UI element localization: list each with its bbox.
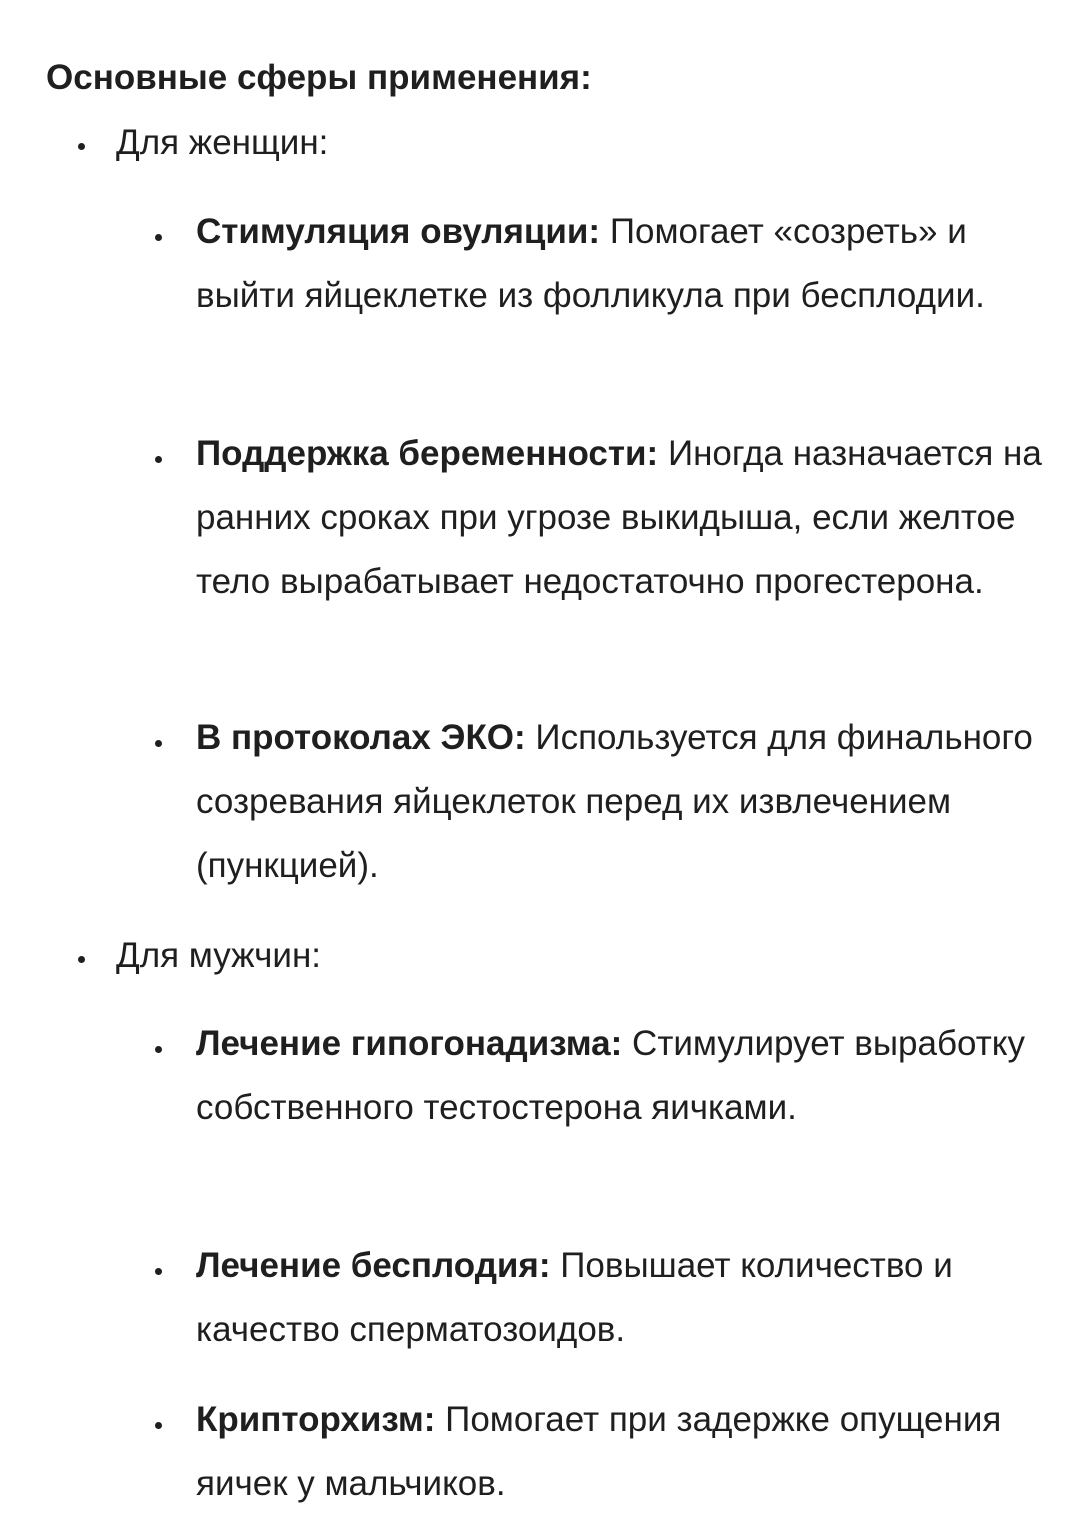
- list-item-text: Используется для финального созревания яйцеклеток перед их извлечением (пункцией).: [196, 718, 1033, 885]
- bullet-icon: [78, 956, 85, 963]
- bullet-icon: [78, 143, 85, 150]
- list-item-text: Помогает «созреть» и выйти яйцеклетке из фолликула при бесплодии.: [196, 212, 985, 315]
- group-label-men: Для мужчин:: [116, 936, 322, 975]
- bullet-icon: [155, 740, 162, 747]
- list-item-text: Помогает при задержке опущения яичек у мальчиков.: [196, 1400, 1002, 1503]
- list-item-pregnancy-support: [196, 422, 1046, 614]
- list-item-lead: Крипторхизм:: [196, 1400, 436, 1439]
- list-item-text: Иногда назначается на ранних сроках при угрозе выкидыша, если желтое тело вырабатывает недостаточно прогестерона.: [196, 434, 1042, 601]
- list-item-text: Повышает количество и качество сперматозоидов.: [196, 1246, 953, 1349]
- bullet-icon: [155, 1422, 162, 1429]
- bullet-icon: [155, 456, 162, 463]
- list-item-ovulation: [196, 200, 1046, 328]
- list-item-cryptorchidism: [196, 1388, 1046, 1516]
- list-item-lead: Поддержка беременности:: [196, 434, 659, 473]
- group-label-women: Для женщин:: [116, 123, 329, 162]
- list-item-lead: Стимуляция овуляции:: [196, 212, 601, 251]
- list-item-lead: Лечение гипогонадизма:: [196, 1024, 623, 1063]
- bullet-icon: [155, 1046, 162, 1053]
- list-item-lead: В протоколах ЭКО:: [196, 718, 526, 757]
- list-item-text: Стимулирует выработку собственного тестостерона яичками.: [196, 1024, 1025, 1127]
- section-heading: Основные сферы применения:: [46, 58, 592, 97]
- list-item-hypogonadism: [196, 1012, 1046, 1140]
- bullet-icon: [155, 234, 162, 241]
- list-item-infertility: [196, 1234, 1046, 1362]
- list-item-lead: Лечение бесплодия:: [196, 1246, 551, 1285]
- bullet-icon: [155, 1268, 162, 1275]
- list-item-ivf: [196, 706, 1046, 898]
